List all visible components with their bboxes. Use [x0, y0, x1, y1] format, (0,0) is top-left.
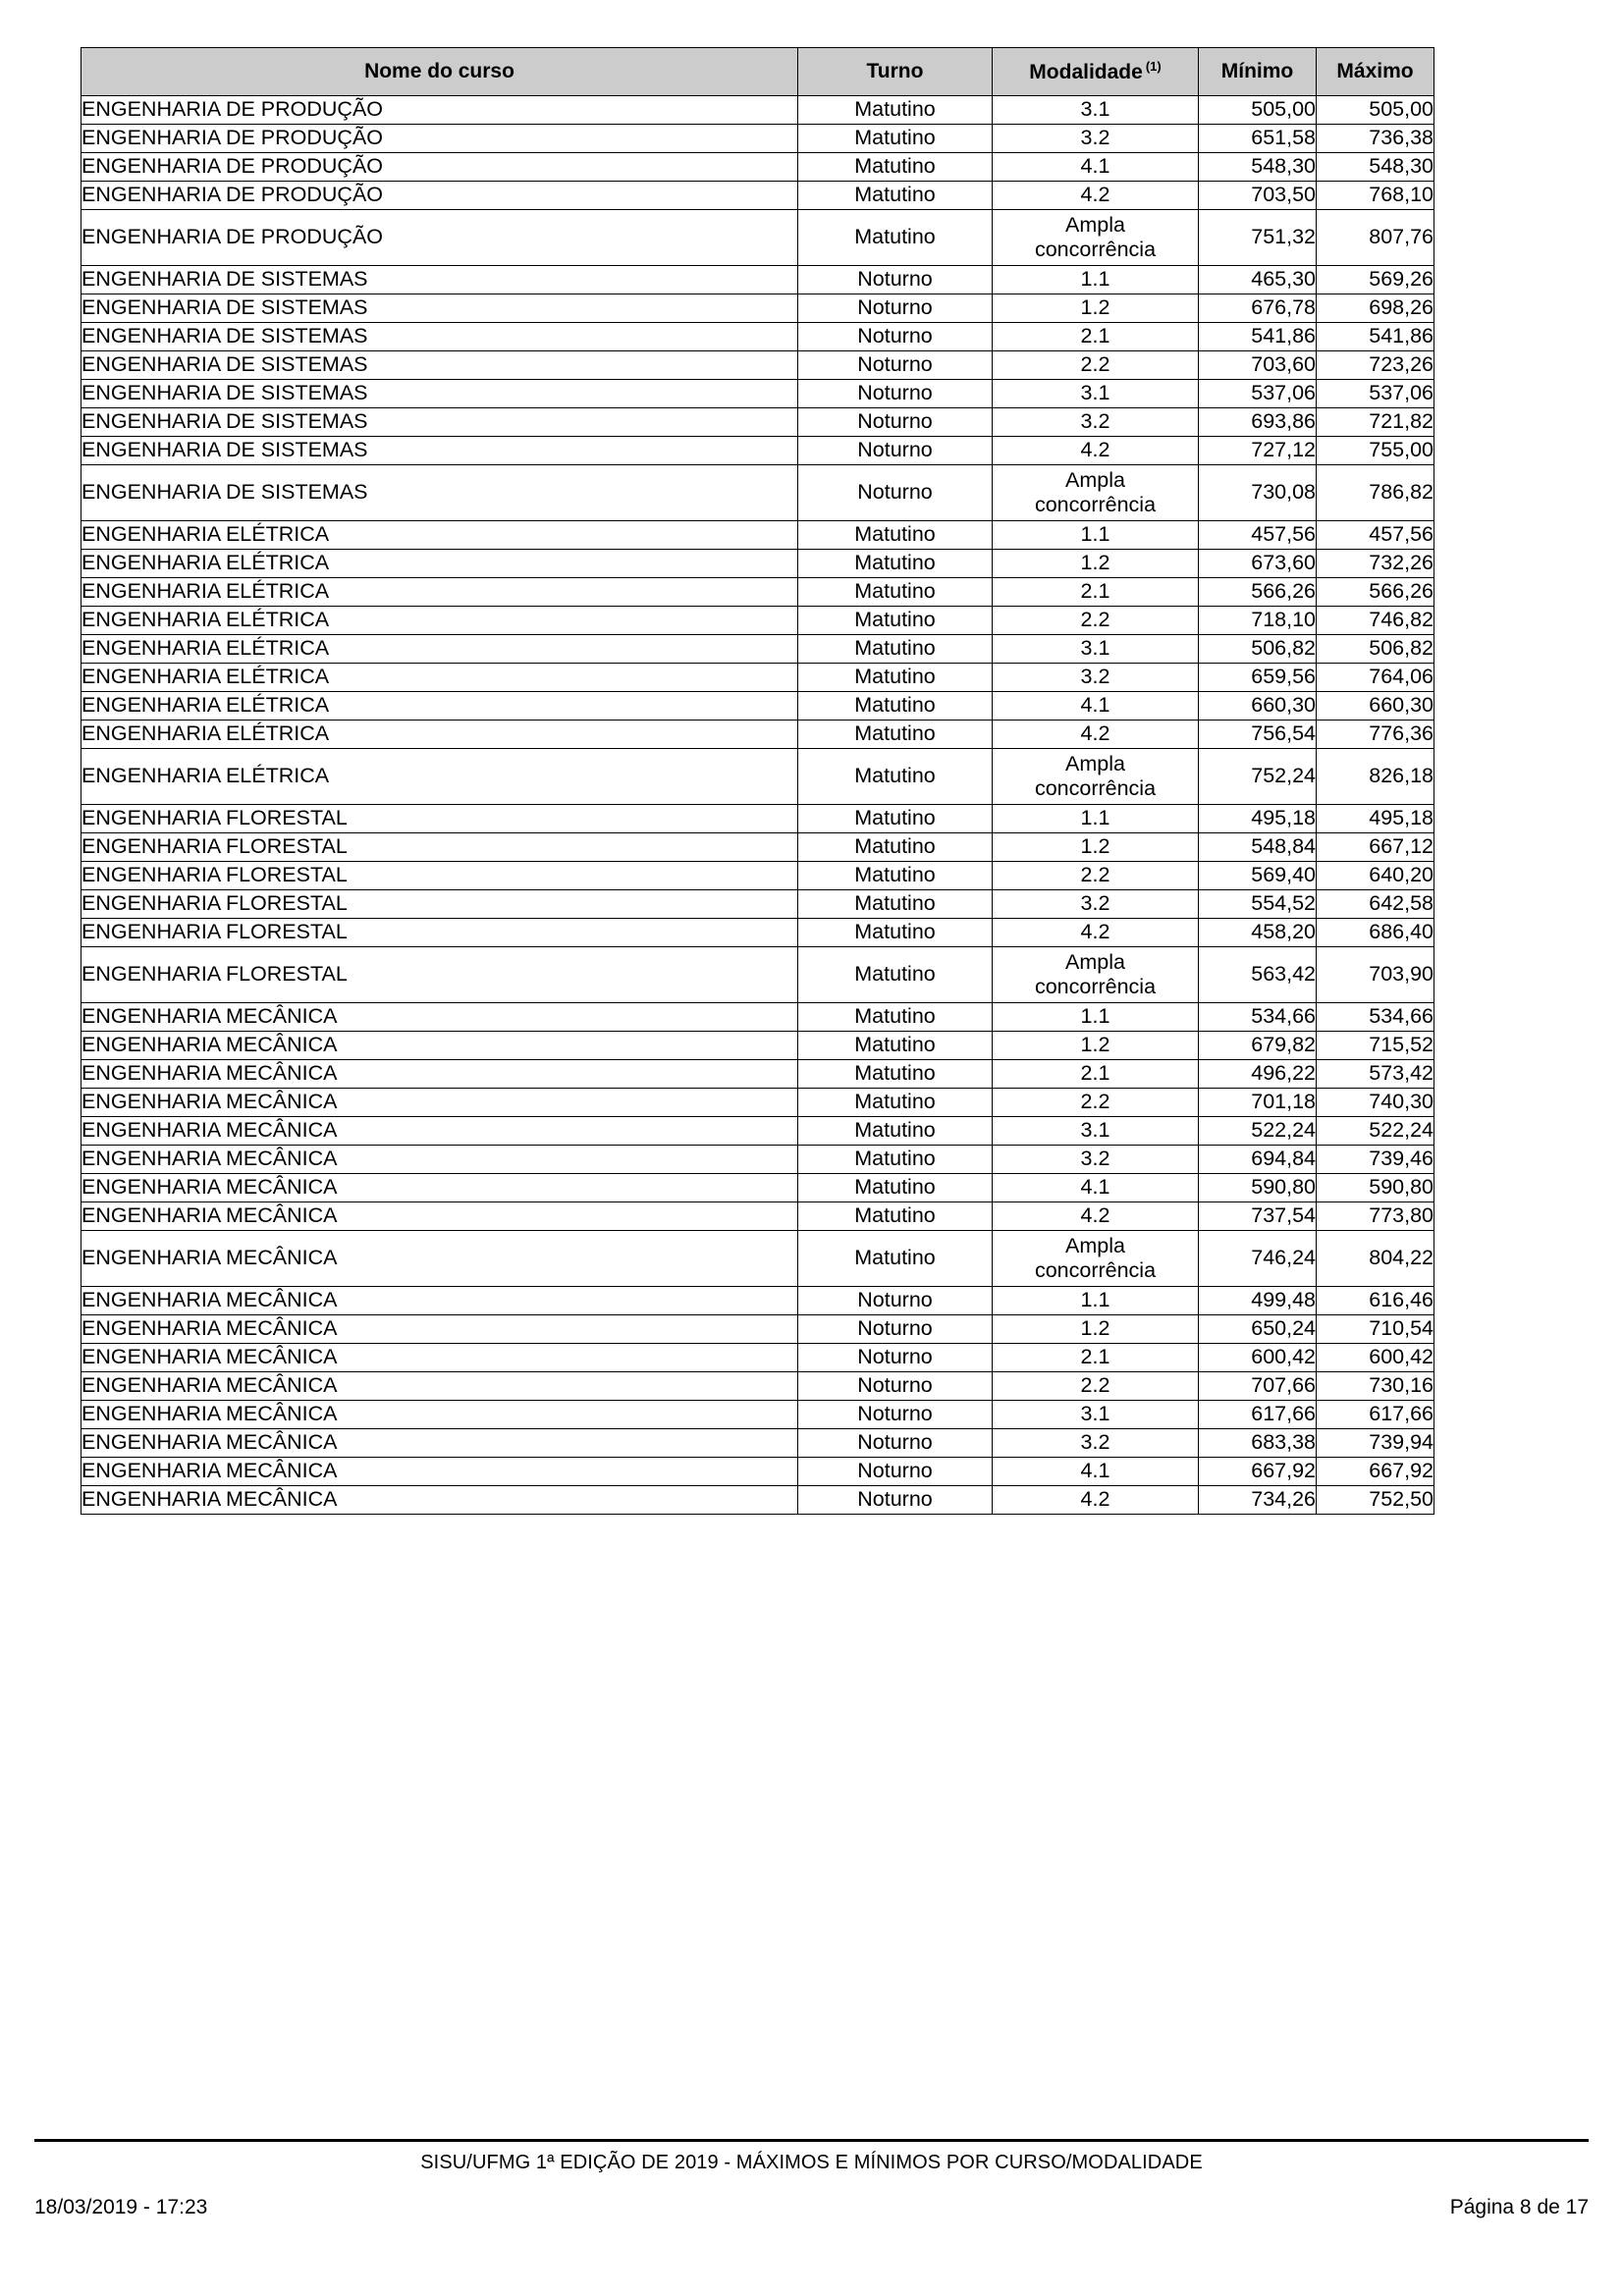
table-header-row: [81, 48, 1434, 96]
cell-modalidade: 4.2: [993, 1202, 1199, 1231]
cell-minimo: 458,20: [1199, 919, 1317, 947]
table-row: [81, 1372, 1434, 1401]
column-header-curso: Nome do curso: [81, 48, 798, 96]
cell-modalidade: 2.1: [993, 1344, 1199, 1372]
cell-minimo: 563,42: [1199, 947, 1317, 1003]
cell-minimo: 534,66: [1199, 1003, 1317, 1032]
cell-modalidade: 4.2: [993, 919, 1199, 947]
cell-maximo: 826,18: [1317, 749, 1434, 805]
cell-curso: ENGENHARIA MECÂNICA: [81, 1032, 798, 1060]
cell-maximo: 715,52: [1317, 1032, 1434, 1060]
modalidade-ampla-line2: concorrência: [1034, 493, 1157, 516]
table-row: [81, 1429, 1434, 1458]
cell-turno: Matutino: [798, 721, 993, 749]
modalidade-ampla-line1: Ampla: [1065, 1233, 1125, 1257]
table-row: [81, 1486, 1434, 1515]
cell-turno: Noturno: [798, 351, 993, 380]
cell-curso: ENGENHARIA DE SISTEMAS: [81, 408, 798, 437]
cell-turno: Noturno: [798, 1372, 993, 1401]
table-row: [81, 635, 1434, 664]
cell-minimo: 693,86: [1199, 408, 1317, 437]
cell-modalidade: 1.2: [993, 550, 1199, 578]
cell-maximo: 548,30: [1317, 153, 1434, 182]
modalidade-ampla-line1: Ampla: [1065, 212, 1125, 237]
cell-maximo: 703,90: [1317, 947, 1434, 1003]
cell-modalidade: 1.1: [993, 805, 1199, 833]
table-row: [81, 1032, 1434, 1060]
cell-turno: Matutino: [798, 749, 993, 805]
cell-minimo: 457,56: [1199, 521, 1317, 550]
cell-modalidade: 1.1: [993, 1287, 1199, 1315]
cell-modalidade: 3.1: [993, 1401, 1199, 1429]
cell-turno: Noturno: [798, 1429, 993, 1458]
cell-minimo: 703,50: [1199, 182, 1317, 210]
cell-maximo: 732,26: [1317, 550, 1434, 578]
cell-turno: Matutino: [798, 664, 993, 692]
cell-maximo: 640,20: [1317, 862, 1434, 890]
cell-modalidade: [993, 1231, 1199, 1287]
cell-maximo: 590,80: [1317, 1174, 1434, 1202]
cell-modalidade: 3.2: [993, 1429, 1199, 1458]
cell-maximo: 616,46: [1317, 1287, 1434, 1315]
table-row: [81, 721, 1434, 749]
cell-modalidade: 3.1: [993, 1117, 1199, 1146]
cell-turno: Matutino: [798, 1089, 993, 1117]
cell-curso: ENGENHARIA MECÂNICA: [81, 1315, 798, 1344]
table-row: [81, 947, 1434, 1003]
cell-maximo: 537,06: [1317, 380, 1434, 408]
cell-modalidade: 2.2: [993, 862, 1199, 890]
cell-modalidade: 3.2: [993, 125, 1199, 153]
column-header-turno: Turno: [798, 48, 993, 96]
cell-turno: Matutino: [798, 1174, 993, 1202]
cell-maximo: 721,82: [1317, 408, 1434, 437]
cell-curso: ENGENHARIA ELÉTRICA: [81, 721, 798, 749]
column-header-modalidade: [993, 48, 1199, 96]
table-row: [81, 1174, 1434, 1202]
table-row: [81, 805, 1434, 833]
modalidade-ampla-line1: Ampla: [1065, 949, 1125, 974]
cell-curso: ENGENHARIA DE PRODUÇÃO: [81, 96, 798, 125]
cell-curso: ENGENHARIA FLORESTAL: [81, 947, 798, 1003]
cell-modalidade: 2.1: [993, 578, 1199, 607]
table-row: [81, 182, 1434, 210]
cell-maximo: 667,92: [1317, 1458, 1434, 1486]
cell-modalidade: 4.2: [993, 182, 1199, 210]
cell-turno: Noturno: [798, 294, 993, 323]
page-footer: [34, 2139, 1589, 2219]
cell-curso: ENGENHARIA ELÉTRICA: [81, 607, 798, 635]
cell-minimo: 650,24: [1199, 1315, 1317, 1344]
cell-curso: ENGENHARIA DE PRODUÇÃO: [81, 182, 798, 210]
cell-curso: ENGENHARIA FLORESTAL: [81, 919, 798, 947]
cell-maximo: 739,94: [1317, 1429, 1434, 1458]
table-row: [81, 1401, 1434, 1429]
footer-page-number: Página 8 de 17: [1449, 2196, 1589, 2218]
cell-modalidade: 3.2: [993, 890, 1199, 919]
cell-turno: Matutino: [798, 1146, 993, 1174]
cell-turno: Matutino: [798, 833, 993, 862]
cell-maximo: 710,54: [1317, 1315, 1434, 1344]
cell-curso: ENGENHARIA MECÂNICA: [81, 1401, 798, 1429]
cell-maximo: 457,56: [1317, 521, 1434, 550]
modalidade-ampla-line2: concorrência: [1034, 1258, 1157, 1282]
cell-modalidade: 2.2: [993, 1372, 1199, 1401]
cell-modalidade: [993, 749, 1199, 805]
modalidade-ampla-line1: Ampla: [1065, 751, 1125, 775]
cell-curso: ENGENHARIA FLORESTAL: [81, 805, 798, 833]
cell-minimo: 465,30: [1199, 266, 1317, 294]
table-row: [81, 1315, 1434, 1344]
cell-modalidade: 1.2: [993, 294, 1199, 323]
footer-title: SISU/UFMG 1ª EDIÇÃO DE 2019 - MÁXIMOS E MÍNIMOS POR CURSO/MODALIDADE: [420, 2152, 1203, 2173]
cell-maximo: 617,66: [1317, 1401, 1434, 1429]
table-row: [81, 550, 1434, 578]
cell-maximo: 736,38: [1317, 125, 1434, 153]
cell-maximo: 573,42: [1317, 1060, 1434, 1089]
cell-minimo: 548,84: [1199, 833, 1317, 862]
cell-modalidade: 1.1: [993, 1003, 1199, 1032]
cell-minimo: 756,54: [1199, 721, 1317, 749]
footer-timestamp: 18/03/2019 - 17:23: [34, 2196, 208, 2218]
cell-maximo: 506,82: [1317, 635, 1434, 664]
table-row: [81, 1458, 1434, 1486]
cell-curso: ENGENHARIA DE SISTEMAS: [81, 323, 798, 351]
cell-modalidade: [993, 210, 1199, 266]
cell-modalidade: 3.1: [993, 635, 1199, 664]
cell-minimo: 752,24: [1199, 749, 1317, 805]
cell-minimo: 727,12: [1199, 437, 1317, 465]
table-row: [81, 664, 1434, 692]
cell-turno: Matutino: [798, 96, 993, 125]
cell-modalidade: [993, 465, 1199, 521]
table-row: [81, 323, 1434, 351]
footer-divider: [34, 2139, 1589, 2142]
cell-curso: ENGENHARIA MECÂNICA: [81, 1372, 798, 1401]
cell-maximo: 642,58: [1317, 890, 1434, 919]
cell-curso: ENGENHARIA ELÉTRICA: [81, 692, 798, 721]
column-header-maximo: Máximo: [1317, 48, 1434, 96]
table-row: [81, 294, 1434, 323]
table-row: [81, 1231, 1434, 1287]
cell-minimo: 537,06: [1199, 380, 1317, 408]
table-row: [81, 862, 1434, 890]
cell-minimo: 737,54: [1199, 1202, 1317, 1231]
cell-curso: ENGENHARIA MECÂNICA: [81, 1344, 798, 1372]
table-row: [81, 607, 1434, 635]
table-row: [81, 919, 1434, 947]
cell-minimo: 651,58: [1199, 125, 1317, 153]
table-row: [81, 1089, 1434, 1117]
cell-curso: ENGENHARIA DE SISTEMAS: [81, 266, 798, 294]
table-row: [81, 1202, 1434, 1231]
cell-modalidade: 4.2: [993, 1486, 1199, 1515]
cell-minimo: 505,00: [1199, 96, 1317, 125]
cell-maximo: 522,24: [1317, 1117, 1434, 1146]
cell-minimo: 496,22: [1199, 1060, 1317, 1089]
cell-curso: ENGENHARIA DE PRODUÇÃO: [81, 210, 798, 266]
cell-turno: Matutino: [798, 1231, 993, 1287]
cell-curso: ENGENHARIA MECÂNICA: [81, 1287, 798, 1315]
cell-modalidade: 4.1: [993, 1174, 1199, 1202]
cell-turno: Noturno: [798, 380, 993, 408]
table-row: [81, 408, 1434, 437]
cell-modalidade: 4.2: [993, 437, 1199, 465]
cell-curso: ENGENHARIA MECÂNICA: [81, 1117, 798, 1146]
cell-turno: Matutino: [798, 890, 993, 919]
cell-maximo: 807,76: [1317, 210, 1434, 266]
cell-curso: ENGENHARIA ELÉTRICA: [81, 635, 798, 664]
cell-minimo: 673,60: [1199, 550, 1317, 578]
cell-turno: Matutino: [798, 550, 993, 578]
cell-modalidade: 2.2: [993, 607, 1199, 635]
cell-maximo: 804,22: [1317, 1231, 1434, 1287]
table-row: [81, 833, 1434, 862]
table-row: [81, 1344, 1434, 1372]
cell-minimo: 495,18: [1199, 805, 1317, 833]
cell-minimo: 679,82: [1199, 1032, 1317, 1060]
cell-minimo: 707,66: [1199, 1372, 1317, 1401]
cell-modalidade: 1.2: [993, 833, 1199, 862]
cell-modalidade: 2.2: [993, 1089, 1199, 1117]
cell-maximo: 686,40: [1317, 919, 1434, 947]
cell-curso: ENGENHARIA MECÂNICA: [81, 1174, 798, 1202]
cell-curso: ENGENHARIA MECÂNICA: [81, 1231, 798, 1287]
cell-minimo: 718,10: [1199, 607, 1317, 635]
cell-turno: Matutino: [798, 635, 993, 664]
cell-turno: Noturno: [798, 323, 993, 351]
cell-modalidade: 4.1: [993, 692, 1199, 721]
cell-curso: ENGENHARIA DE SISTEMAS: [81, 294, 798, 323]
cell-maximo: 755,00: [1317, 437, 1434, 465]
cell-turno: Matutino: [798, 1117, 993, 1146]
table-row: [81, 578, 1434, 607]
table-row: [81, 1060, 1434, 1089]
cell-maximo: 566,26: [1317, 578, 1434, 607]
cell-turno: Noturno: [798, 408, 993, 437]
cell-minimo: 600,42: [1199, 1344, 1317, 1372]
cell-maximo: 786,82: [1317, 465, 1434, 521]
cell-turno: Noturno: [798, 1486, 993, 1515]
cell-turno: Noturno: [798, 1401, 993, 1429]
cell-minimo: 734,26: [1199, 1486, 1317, 1515]
cell-maximo: 660,30: [1317, 692, 1434, 721]
modalidade-ampla-line2: concorrência: [1034, 975, 1157, 998]
table-row: [81, 1287, 1434, 1315]
cell-maximo: 569,26: [1317, 266, 1434, 294]
cell-curso: ENGENHARIA FLORESTAL: [81, 890, 798, 919]
cell-turno: Matutino: [798, 607, 993, 635]
table-row: [81, 351, 1434, 380]
cell-minimo: 746,24: [1199, 1231, 1317, 1287]
cell-turno: Matutino: [798, 805, 993, 833]
cell-minimo: 703,60: [1199, 351, 1317, 380]
table-body: [81, 96, 1434, 1515]
cell-turno: Noturno: [798, 1287, 993, 1315]
results-table: [81, 47, 1434, 1515]
cell-maximo: 534,66: [1317, 1003, 1434, 1032]
cell-minimo: 506,82: [1199, 635, 1317, 664]
table-row: [81, 1117, 1434, 1146]
cell-curso: ENGENHARIA DE SISTEMAS: [81, 437, 798, 465]
table-row: [81, 1003, 1434, 1032]
cell-turno: Matutino: [798, 521, 993, 550]
cell-modalidade: [993, 947, 1199, 1003]
cell-minimo: 659,56: [1199, 664, 1317, 692]
cell-modalidade: 4.2: [993, 721, 1199, 749]
cell-minimo: 701,18: [1199, 1089, 1317, 1117]
results-table-container: [81, 47, 1434, 1515]
cell-curso: ENGENHARIA DE PRODUÇÃO: [81, 153, 798, 182]
table-row: [81, 96, 1434, 125]
cell-turno: Noturno: [798, 465, 993, 521]
cell-curso: ENGENHARIA MECÂNICA: [81, 1003, 798, 1032]
cell-turno: Matutino: [798, 947, 993, 1003]
cell-modalidade: 1.1: [993, 266, 1199, 294]
cell-turno: Noturno: [798, 1315, 993, 1344]
cell-minimo: 554,52: [1199, 890, 1317, 919]
cell-turno: Matutino: [798, 210, 993, 266]
cell-curso: ENGENHARIA ELÉTRICA: [81, 578, 798, 607]
cell-maximo: 752,50: [1317, 1486, 1434, 1515]
cell-minimo: 617,66: [1199, 1401, 1317, 1429]
cell-minimo: 522,24: [1199, 1117, 1317, 1146]
table-row: [81, 210, 1434, 266]
table-row: [81, 153, 1434, 182]
cell-modalidade: 3.1: [993, 380, 1199, 408]
cell-curso: ENGENHARIA ELÉTRICA: [81, 664, 798, 692]
cell-minimo: 566,26: [1199, 578, 1317, 607]
cell-turno: Matutino: [798, 862, 993, 890]
modalidade-ampla-line1: Ampla: [1065, 467, 1125, 492]
cell-maximo: 723,26: [1317, 351, 1434, 380]
cell-curso: ENGENHARIA DE SISTEMAS: [81, 465, 798, 521]
cell-curso: ENGENHARIA DE PRODUÇÃO: [81, 125, 798, 153]
column-header-modalidade-label: Modalidade: [1029, 60, 1143, 83]
table-row: [81, 380, 1434, 408]
cell-turno: Noturno: [798, 266, 993, 294]
cell-maximo: 730,16: [1317, 1372, 1434, 1401]
cell-modalidade: 1.2: [993, 1032, 1199, 1060]
cell-minimo: 660,30: [1199, 692, 1317, 721]
cell-turno: Matutino: [798, 125, 993, 153]
cell-maximo: 739,46: [1317, 1146, 1434, 1174]
cell-curso: ENGENHARIA MECÂNICA: [81, 1486, 798, 1515]
table-row: [81, 521, 1434, 550]
cell-modalidade: 4.1: [993, 153, 1199, 182]
modalidade-ampla-line2: concorrência: [1034, 776, 1157, 800]
cell-minimo: 548,30: [1199, 153, 1317, 182]
cell-maximo: 773,80: [1317, 1202, 1434, 1231]
cell-minimo: 676,78: [1199, 294, 1317, 323]
table-row: [81, 266, 1434, 294]
cell-curso: ENGENHARIA MECÂNICA: [81, 1060, 798, 1089]
cell-turno: Matutino: [798, 578, 993, 607]
table-row: [81, 437, 1434, 465]
cell-maximo: 698,26: [1317, 294, 1434, 323]
cell-modalidade: 1.2: [993, 1315, 1199, 1344]
cell-minimo: 694,84: [1199, 1146, 1317, 1174]
cell-turno: Noturno: [798, 437, 993, 465]
cell-modalidade: 3.1: [993, 96, 1199, 125]
cell-modalidade: 3.2: [993, 408, 1199, 437]
cell-maximo: 495,18: [1317, 805, 1434, 833]
cell-minimo: 569,40: [1199, 862, 1317, 890]
cell-maximo: 541,86: [1317, 323, 1434, 351]
cell-curso: ENGENHARIA ELÉTRICA: [81, 550, 798, 578]
cell-turno: Noturno: [798, 1458, 993, 1486]
cell-turno: Matutino: [798, 1003, 993, 1032]
table-row: [81, 749, 1434, 805]
cell-minimo: 541,86: [1199, 323, 1317, 351]
cell-minimo: 667,92: [1199, 1458, 1317, 1486]
cell-minimo: 683,38: [1199, 1429, 1317, 1458]
cell-turno: Matutino: [798, 1202, 993, 1231]
cell-minimo: 751,32: [1199, 210, 1317, 266]
cell-turno: Matutino: [798, 182, 993, 210]
cell-maximo: 505,00: [1317, 96, 1434, 125]
cell-turno: Matutino: [798, 1060, 993, 1089]
cell-curso: ENGENHARIA MECÂNICA: [81, 1458, 798, 1486]
cell-modalidade: 2.2: [993, 351, 1199, 380]
cell-turno: Matutino: [798, 153, 993, 182]
cell-maximo: 600,42: [1317, 1344, 1434, 1372]
table-row: [81, 465, 1434, 521]
table-row: [81, 125, 1434, 153]
cell-turno: Matutino: [798, 692, 993, 721]
cell-modalidade: 2.1: [993, 323, 1199, 351]
cell-curso: ENGENHARIA MECÂNICA: [81, 1089, 798, 1117]
column-header-minimo: Mínimo: [1199, 48, 1317, 96]
cell-minimo: 499,48: [1199, 1287, 1317, 1315]
cell-curso: ENGENHARIA MECÂNICA: [81, 1429, 798, 1458]
footer-meta-row: [34, 2196, 1589, 2219]
cell-curso: ENGENHARIA MECÂNICA: [81, 1146, 798, 1174]
cell-curso: ENGENHARIA ELÉTRICA: [81, 521, 798, 550]
table-row: [81, 890, 1434, 919]
cell-modalidade: 3.2: [993, 1146, 1199, 1174]
cell-maximo: 768,10: [1317, 182, 1434, 210]
cell-maximo: 776,36: [1317, 721, 1434, 749]
cell-curso: ENGENHARIA DE SISTEMAS: [81, 351, 798, 380]
cell-turno: Matutino: [798, 919, 993, 947]
cell-curso: ENGENHARIA FLORESTAL: [81, 862, 798, 890]
cell-curso: ENGENHARIA FLORESTAL: [81, 833, 798, 862]
table-header: [81, 48, 1434, 96]
cell-maximo: 667,12: [1317, 833, 1434, 862]
cell-maximo: 740,30: [1317, 1089, 1434, 1117]
cell-maximo: 764,06: [1317, 664, 1434, 692]
cell-turno: Noturno: [798, 1344, 993, 1372]
table-row: [81, 1146, 1434, 1174]
cell-curso: ENGENHARIA DE SISTEMAS: [81, 380, 798, 408]
cell-curso: ENGENHARIA ELÉTRICA: [81, 749, 798, 805]
footnote-marker: (1): [1145, 58, 1162, 74]
cell-turno: Matutino: [798, 1032, 993, 1060]
cell-maximo: 746,82: [1317, 607, 1434, 635]
table-row: [81, 692, 1434, 721]
cell-minimo: 590,80: [1199, 1174, 1317, 1202]
modalidade-ampla-line2: concorrência: [1034, 238, 1157, 261]
cell-curso: ENGENHARIA MECÂNICA: [81, 1202, 798, 1231]
cell-minimo: 730,08: [1199, 465, 1317, 521]
cell-modalidade: 4.1: [993, 1458, 1199, 1486]
cell-modalidade: 1.1: [993, 521, 1199, 550]
cell-modalidade: 2.1: [993, 1060, 1199, 1089]
cell-modalidade: 3.2: [993, 664, 1199, 692]
